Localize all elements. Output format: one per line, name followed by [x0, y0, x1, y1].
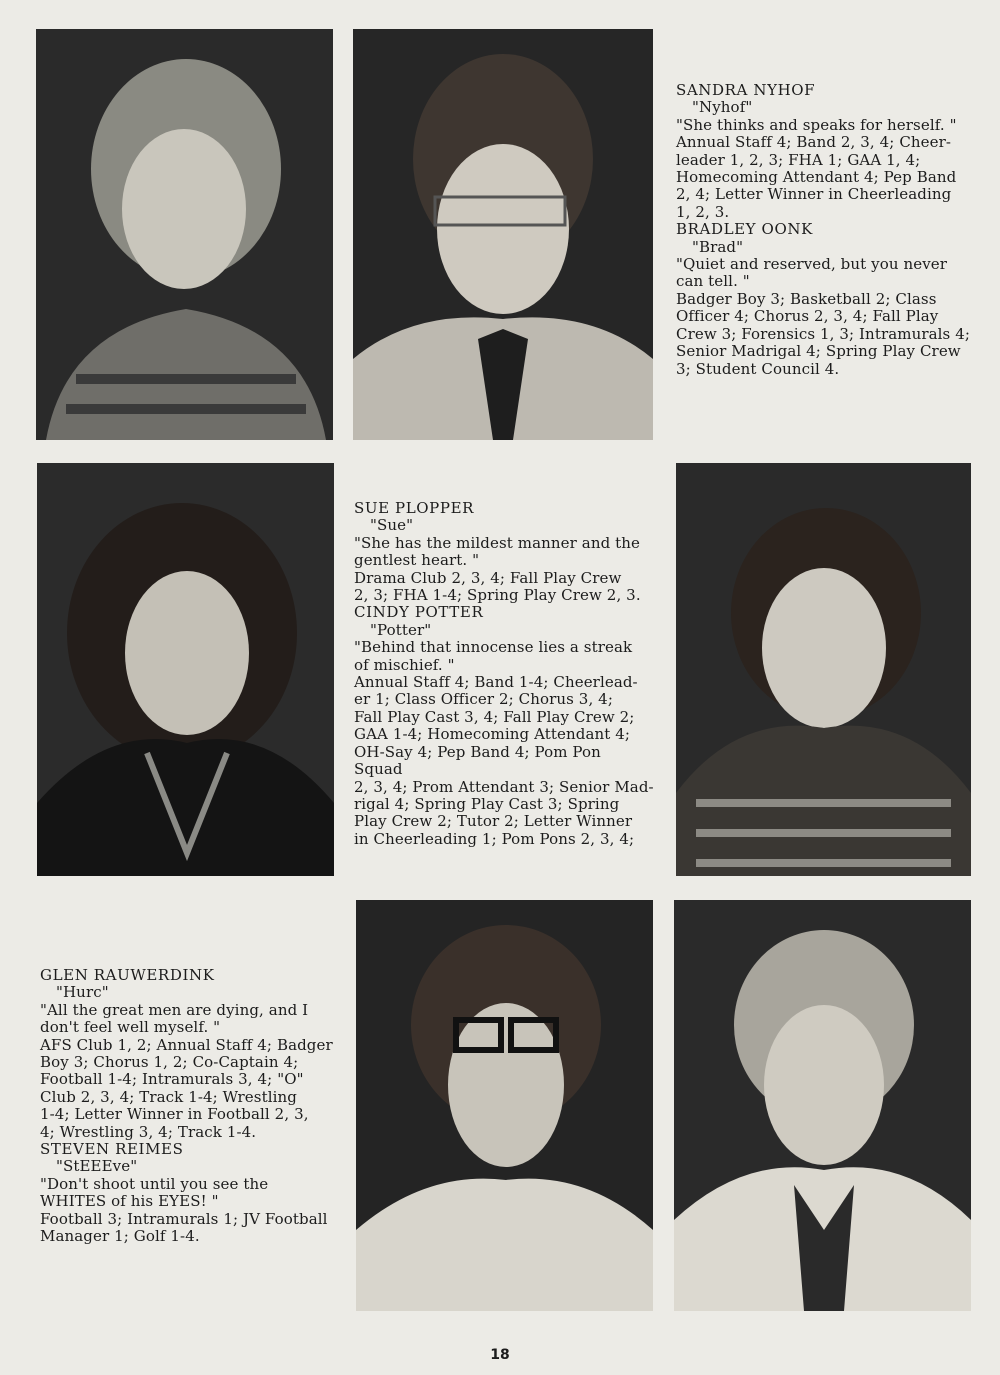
- student-activities: Badger Boy 3; Basketball 2; Class Officer 4; Chorus 2, 3, 4; Fall Play Crew 3; Forensics 1, 3; Intramurals 4; Senior Madrigal 4; Spring Play Crew 3; Student Council 4.: [676, 289, 971, 378]
- student-nickname: "StEEEve": [56, 1157, 138, 1176]
- student-name: BRADLEY OONK: [676, 220, 813, 239]
- student-name: SUE PLOPPER: [354, 499, 475, 517]
- student-name: GLEN RAUWERDINK: [40, 966, 215, 984]
- bio-block-bottom-left: [40, 967, 340, 1246]
- student-name: CINDY POTTER: [354, 603, 484, 622]
- student-name: STEVEN REIMES: [40, 1140, 184, 1159]
- student-nickname: "Hurc": [56, 983, 109, 1002]
- student-activities: Annual Staff 4; Band 2, 3, 4; Cheer- leader 1, 2, 3; FHA 1; GAA 1, 4; Homecoming Attendant 4; Pep Band 2, 4; Letter Winner in Cheerleading 1, 2, 3.: [676, 133, 957, 221]
- student-nickname: "Nyhof": [692, 98, 753, 117]
- student-quote: "Behind that innocense lies a streak of mischief. ": [354, 638, 633, 674]
- portrait-photo-steven-reimes: [674, 900, 971, 1311]
- student-nickname: "Sue": [370, 516, 414, 535]
- student-name: SANDRA NYHOF: [676, 81, 816, 99]
- portrait-photo-sue-plopper: [37, 463, 334, 876]
- student-activities: Football 3; Intramurals 1; JV Football Manager 1; Golf 1-4.: [40, 1209, 328, 1246]
- student-quote: "Don't shoot until you see the WHITES of his EYES! ": [40, 1174, 269, 1211]
- portrait-photo-sandra-nyhof: [36, 29, 333, 440]
- student-quote: "All the great men are dying, and I don't feel well myself. ": [40, 1000, 309, 1037]
- portrait-photo-cindy-potter: [676, 463, 971, 876]
- student-activities: AFS Club 1, 2; Annual Staff 4; Badger Boy 3; Chorus 1, 2; Co-Captain 4; Football 1-4; Intramurals 3, 4; "O" Club 2, 3, 4; Track 1-4; Wrestling 1-4; Letter Winner in Football 2, 3, 4; Wrestling 3, 4; Track 1-4.: [40, 1035, 333, 1141]
- student-quote: "She has the mildest manner and the gentlest heart. ": [354, 533, 641, 570]
- student-quote: "She thinks and speaks for herself. ": [676, 115, 957, 134]
- student-nickname: "Brad": [692, 237, 744, 256]
- student-activities: Drama Club 2, 3, 4; Fall Play Crew 2, 3; FHA 1-4; Spring Play Crew 2, 3.: [354, 568, 641, 605]
- page-number: 18: [490, 1347, 510, 1363]
- student-nickname: "Potter": [370, 620, 432, 639]
- bio-block-middle: [354, 500, 654, 848]
- portrait-photo-glen-rauwerdink: [356, 900, 653, 1311]
- bio-block-top-right: [676, 82, 976, 378]
- portrait-photo-bradley-oonk: [353, 29, 653, 440]
- student-activities: Annual Staff 4; Band 1-4; Cheerlead- er 1; Class Officer 2; Chorus 3, 4; Fall Play Cast 3, 4; Fall Play Crew 2; GAA 1-4; Homecoming Attendant 4; OH-Say 4; Pep Band 4; Pom Pon Squad 2, 3, 4; Prom Attendant 3; Senior Mad- rigal 4; Spring Play Cast 3; Spring Play Crew 2; Tutor 2; Letter Winner in Cheerleading 1; Pom Pons 2, 3, 4;: [354, 673, 654, 848]
- student-quote: "Quiet and reserved, but you never can tell. ": [676, 255, 948, 291]
